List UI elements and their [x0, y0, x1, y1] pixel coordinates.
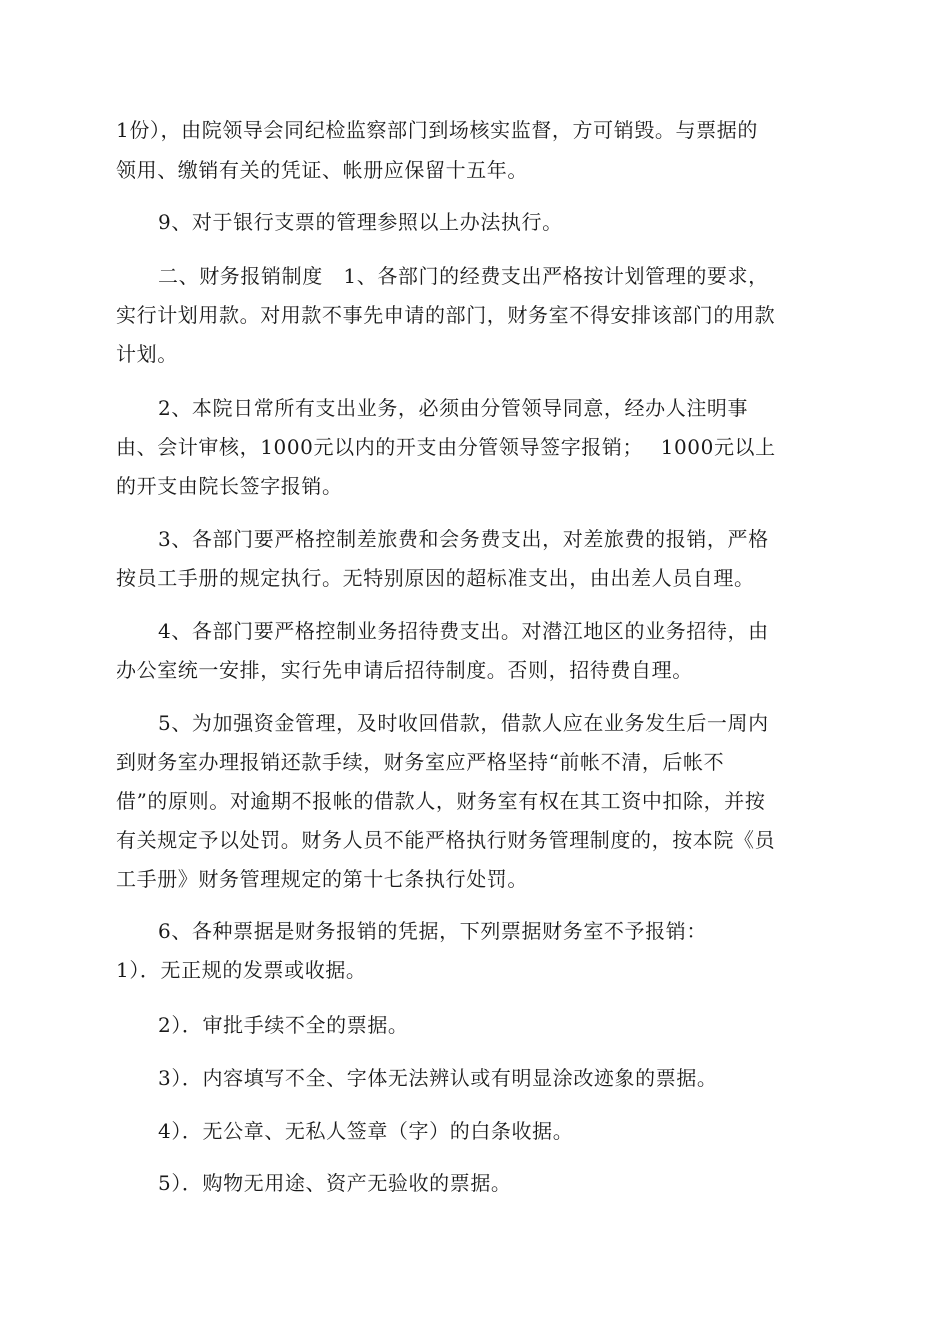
text-line: 办公室统一安排，实行先申请后招待制度。否则，招待费自理。: [116, 658, 693, 682]
text-line: 6、各种票据是财务报销的凭据，下列票据财务室不予报销：: [158, 919, 707, 943]
text-line: 5）．购物无用途、资产无验收的票据。: [158, 1171, 512, 1195]
text-line: 2、本院日常所有支出业务，必须由分管领导同意，经办人注明事: [158, 396, 749, 420]
text-line: 2）．审批手续不全的票据。: [158, 1013, 409, 1037]
text-line: 按员工手册的规定执行。无特别原因的超标准支出，由出差人员自理。: [116, 566, 755, 590]
text-line: 4、各部门要严格控制业务招待费支出。对潜江地区的业务招待，由: [158, 619, 769, 643]
text-line: 计划。: [116, 342, 178, 366]
text-line: 实行计划用款。对用款不事先申请的部门，财务室不得安排该部门的用款: [116, 303, 776, 327]
text-line: 1）．无正规的发票或收据。: [116, 958, 367, 982]
text-line: 有关规定予以处罚。财务人员不能严格执行财务管理制度的，按本院《员: [116, 828, 776, 852]
text-line: 3、各部门要严格控制差旅费和会务费支出，对差旅费的报销，严格: [158, 527, 769, 551]
text-line: 3）．内容填写不全、字体无法辨认或有明显涂改迹象的票据。: [158, 1066, 718, 1090]
text-line: 领用、缴销有关的凭证、帐册应保留十五年。: [116, 158, 528, 182]
text-line: 由、会计审核，1000元以内的开支由分管领导签字报销； 1000元以上: [116, 435, 776, 459]
text-line: 的开支由院长签字报销。: [116, 474, 343, 498]
text-line: 到财务室办理报销还款手续，财务室应严格坚持“前帐不清，后帐不: [116, 750, 725, 774]
text-line: 借”的原则。对逾期不报帐的借款人，财务室有权在其工资中扣除，并按: [116, 789, 766, 813]
text-line: 9、对于银行支票的管理参照以上办法执行。: [158, 210, 563, 234]
text-line: 1份），由院领导会同纪检监察部门到场核实监督，方可销毁。与票据的: [116, 118, 758, 142]
text-line: 4）．无公章、无私人签章（字）的白条收据。: [158, 1119, 574, 1143]
text-line: 二、财务报销制度 1、各部门的经费支出严格按计划管理的要求，: [158, 264, 769, 288]
text-line: 5、为加强资金管理，及时收回借款，借款人应在业务发生后一周内: [158, 711, 769, 735]
text-line: 工手册》财务管理规定的第十七条执行处罚。: [116, 867, 528, 891]
